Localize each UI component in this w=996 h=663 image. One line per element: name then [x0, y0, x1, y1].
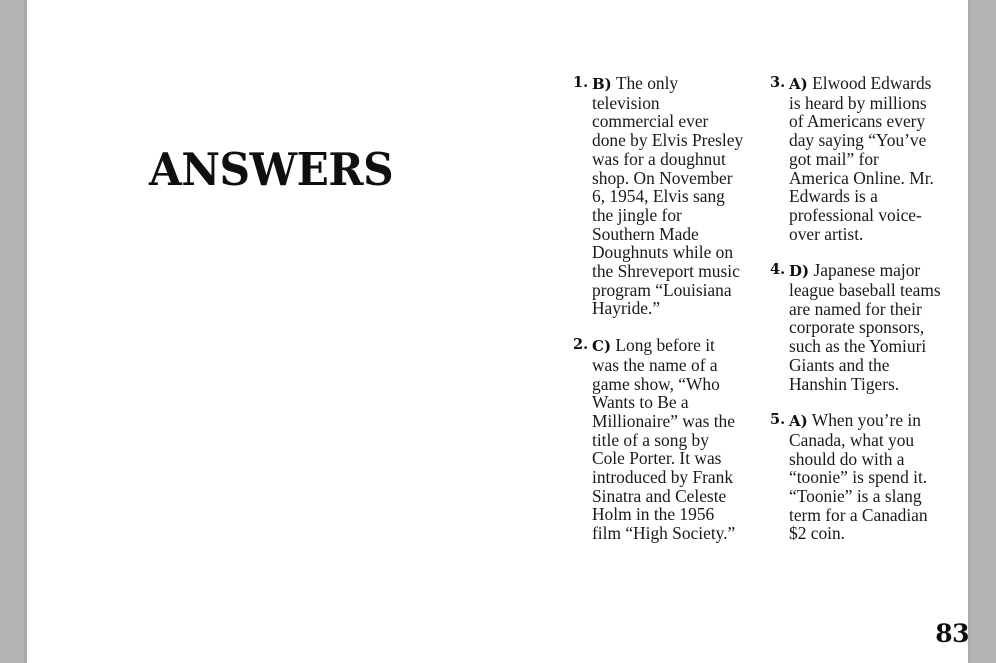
answer-choice-letter: A): [789, 412, 808, 431]
answer-item: [770, 261, 942, 393]
answer-choice-letter: D): [789, 262, 810, 281]
left-answer-column: [573, 74, 745, 543]
answer-item: [770, 411, 942, 543]
answer-choice-letter: A): [789, 75, 808, 93]
answer-number: 4.: [770, 261, 786, 279]
page-edge-right: [968, 0, 970, 663]
right-answer-column: [770, 74, 942, 543]
page-title: ANSWERS: [149, 143, 394, 196]
answer-choice-letter: B): [592, 75, 612, 93]
answer-item: [770, 74, 942, 243]
answer-number: 3.: [770, 74, 786, 91]
page-number: 83: [935, 619, 969, 648]
answer-choice-letter: C): [592, 337, 612, 356]
answer-item: [573, 74, 745, 318]
answer-text: The only television commercial ever done by Elvis Presley was for a doughnut shop. On November 6, 1954, Elvis sang the jingle for Southern Made Doughnuts while on the Shreveport music program “Louisiana Hayride.”: [592, 73, 744, 319]
answer-number: 1.: [573, 74, 589, 91]
answer-number: 5.: [770, 411, 786, 429]
answer-text: Elwood Edwards is heard by millions of Americans every day saying “You’ve got mail” for America Online. Mr. Edwards is a professional voice-over artist.: [789, 73, 934, 244]
answer-text: Japanese major league baseball teams are named for their corporate sponsors, such as the Yomiuri Giants and the Hanshin Tigers.: [789, 260, 941, 394]
answer-text: When you’re in Canada, what you should do with a “toonie” is spend it. “Toonie” is a slang term for a Canadian $2 coin.: [789, 410, 928, 544]
answer-item: [573, 336, 745, 543]
answer-text: Long before it was the name of a game show, “Who Wants to Be a Millionaire” was the title of a song by Cole Porter. It was introduced by Frank Sinatra and Celeste Holm in the 1956 film “High Society.”: [592, 335, 736, 544]
page-gutter-left: [24, 0, 27, 663]
answer-number: 2.: [573, 336, 589, 354]
